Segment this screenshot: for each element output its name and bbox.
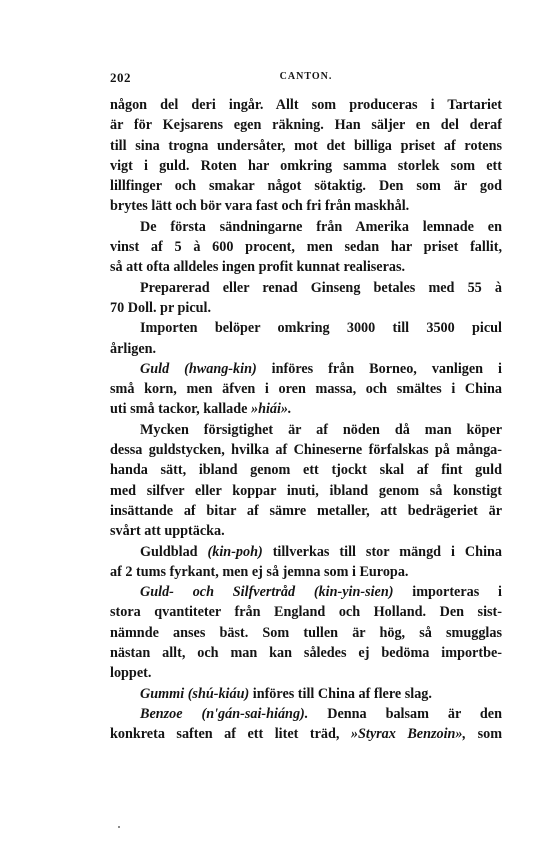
text-line — [110, 623, 502, 643]
text-segment: införes till China af flere slag. — [249, 685, 432, 702]
text-line — [110, 602, 502, 622]
text-line — [110, 136, 502, 156]
text-segment: som — [466, 726, 502, 743]
text-segment: lillfinger och smakar något sötaktig. Den som är god — [110, 178, 502, 195]
text-segment: konkreta saften af ett litet träd, — [110, 726, 351, 743]
text-line — [110, 156, 502, 176]
text-line — [110, 420, 502, 440]
text-line — [110, 176, 502, 196]
text-segment: Importen belöper omkring 3000 till 3500 picul — [140, 320, 502, 337]
text-line — [110, 196, 502, 216]
body-text — [110, 95, 502, 745]
italic-term: Benzoe (n'gán-sai-hiáng). — [140, 705, 309, 722]
text-line — [110, 663, 502, 683]
text-line — [110, 460, 502, 480]
text-line — [110, 217, 502, 237]
italic-term: Gummi (shú-kiáu) — [140, 685, 250, 702]
text-segment: Denna balsam är den — [308, 705, 502, 722]
text-segment: uti små tackor, kallade — [110, 401, 251, 418]
text-line — [110, 359, 502, 379]
text-segment: af 2 tums fyrkant, men ej så jemna som i Europa. — [110, 563, 409, 580]
text-segment: med silfver eller koppar inuti, ibland genom så konstigt — [110, 482, 502, 499]
text-line — [110, 379, 502, 399]
text-line — [110, 684, 502, 704]
text-line — [110, 440, 502, 460]
text-line — [110, 704, 502, 724]
text-line — [110, 115, 502, 135]
page-header — [110, 70, 502, 86]
text-line — [110, 95, 502, 115]
italic-term: Guld- och Silfvertråd (kin-yin-sien) — [140, 584, 394, 601]
text-line — [110, 278, 502, 298]
text-line — [110, 399, 502, 419]
text-segment: brytes lätt och bör vara fast och fri från maskhål. — [110, 198, 410, 215]
text-line — [110, 643, 502, 663]
text-segment: så att ofta alldeles ingen profit kunnat realiseras. — [110, 259, 406, 276]
text-segment: Preparerad eller renad Ginseng betales med 55 à — [140, 279, 502, 296]
running-head: CANTON. — [279, 71, 333, 82]
text-segment: till sina trogna undersåter, mot det billiga priset af rotens — [110, 137, 502, 154]
text-segment: loppet. — [110, 665, 152, 682]
text-segment: dessa guldstycken, hvilka af Chineserne förfalskas på många- — [110, 442, 502, 459]
text-line — [110, 501, 502, 521]
text-line — [110, 562, 502, 582]
text-segment: insättande af bitar af sämre metaller, att bedrägeriet är — [110, 502, 502, 519]
text-segment: små korn, men äfven i oren massa, och smältes i China — [110, 381, 502, 398]
text-segment: nämnde anses bäst. Som tullen är hög, så smugglas — [110, 624, 502, 641]
text-line — [110, 481, 502, 501]
text-segment: 70 Doll. pr picul. — [110, 299, 212, 316]
text-line — [110, 318, 502, 338]
text-segment: tillverkas till stor mängd i China — [262, 543, 502, 560]
text-segment: införes från Borneo, vanligen i — [256, 360, 502, 377]
italic-term: »hiái». — [250, 401, 292, 418]
text-line — [110, 724, 502, 744]
text-segment: handa sätt, ibland genom ett tjockt skal af fint guld — [110, 462, 502, 479]
text-line — [110, 257, 502, 277]
italic-term: Guld (hwang-kin) — [140, 360, 257, 377]
text-segment: De första sändningarne från Amerika lemnade en — [140, 218, 502, 235]
italic-term: »Styrax Benzoin», — [350, 726, 467, 743]
text-line — [110, 521, 502, 541]
text-segment: importeras i — [393, 584, 502, 601]
text-segment: årligen. — [110, 340, 157, 357]
paper-speck — [118, 826, 120, 828]
text-segment: Guldblad — [140, 543, 208, 560]
text-segment: vigt i guld. Roten har omkring samma storlek som ett — [110, 157, 502, 174]
text-segment: är för Kejsarens egen räkning. Han säljer en del deraf — [110, 117, 502, 134]
text-segment: Mycken försigtighet är af nöden då man köper — [140, 421, 502, 438]
text-segment: svårt att upptäcka. — [110, 523, 225, 540]
text-segment: nästan allt, och man kan således ej bedöma importbe- — [110, 645, 502, 662]
text-segment: vinst af 5 à 600 procent, men sedan har priset fallit, — [110, 239, 502, 256]
text-segment: någon del deri ingår. Allt som produceras i Tartariet — [110, 97, 502, 113]
text-line — [110, 237, 502, 257]
text-line — [110, 582, 502, 602]
page-number: 202 — [110, 70, 131, 85]
text-line — [110, 542, 502, 562]
italic-term: (kin-poh) — [207, 543, 263, 560]
text-line — [110, 339, 502, 359]
text-segment: stora qvantiteter från England och Holland. Den sist- — [110, 604, 502, 621]
text-line — [110, 298, 502, 318]
